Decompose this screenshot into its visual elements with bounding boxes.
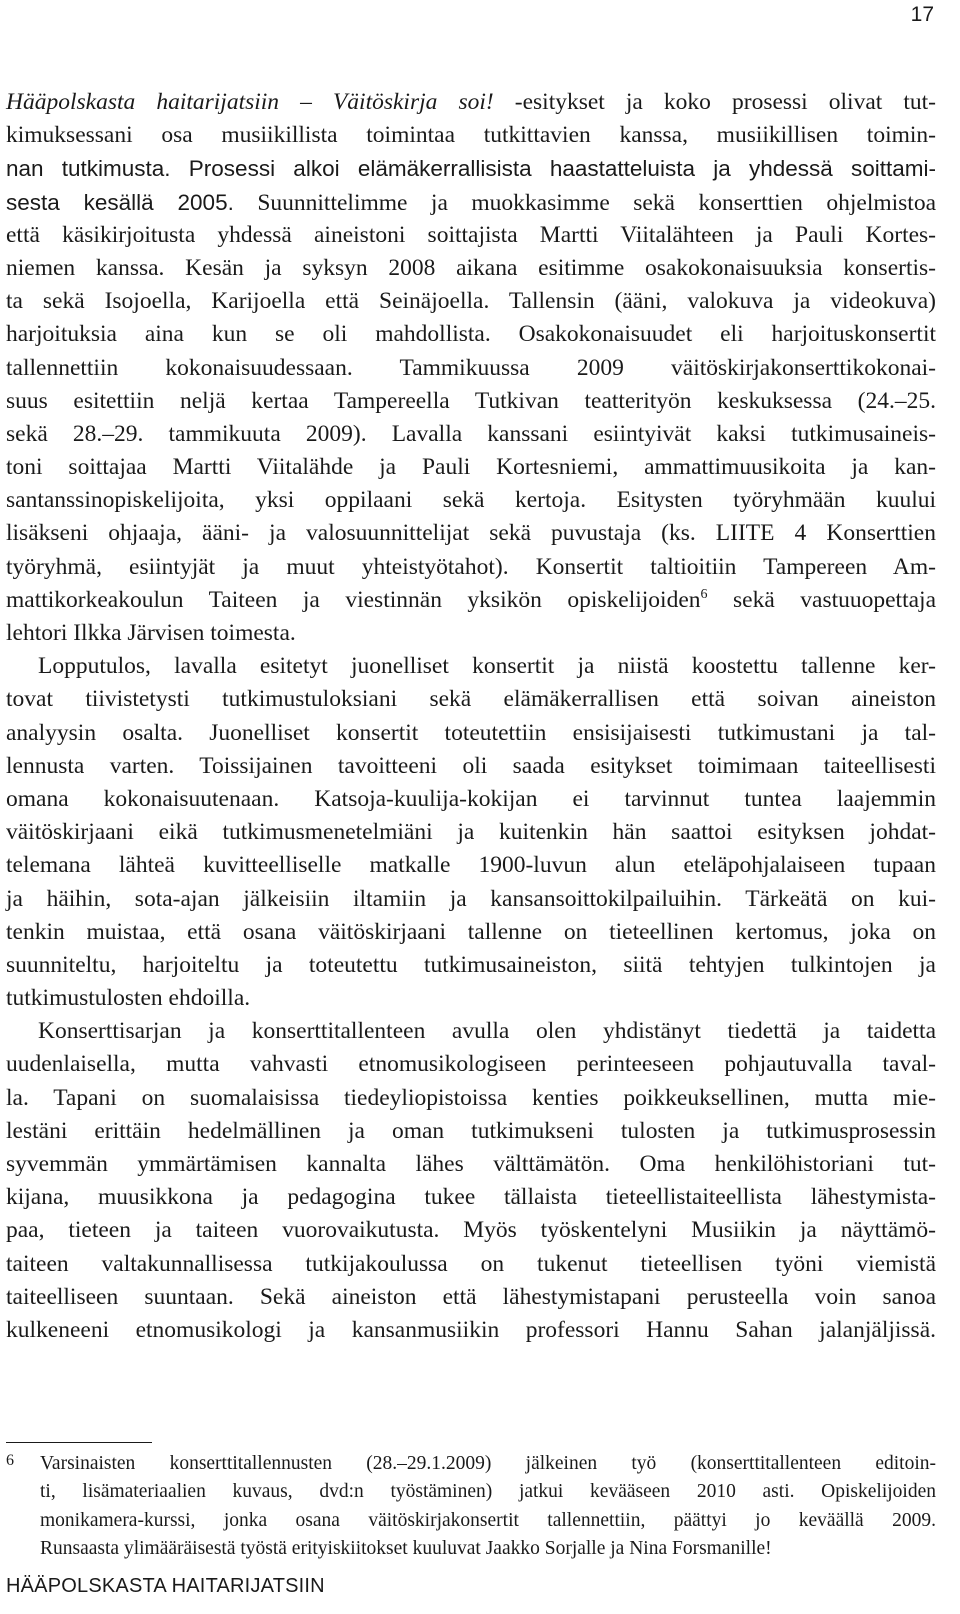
- text-line: ja häihin, sota-ajan jälkeisiin iltamiin ja kansansoittokilpailuihin. Tärkeätä on kui-: [6, 885, 936, 912]
- text-line: telemana lähteä kuvitteelliselle matkalle 1900-luvun alun eteläpohjalaiseen tupaan: [6, 852, 936, 879]
- paragraph-2: [6, 650, 936, 1015]
- text-line: omana kokonaisuutenaan. Katsoja-kuulija-kokijan ei tarvinnut tuntea laajemmin: [6, 785, 936, 812]
- text-line: kulkeneeni etnomusikologi ja kansanmusiikin professori Hannu Sahan jalanjäljissä.: [6, 1316, 936, 1343]
- text-line: lehtori Ilkka Järvisen toimesta.: [6, 620, 296, 646]
- text-line: uudenlaisella, mutta vahvasti etnomusikologiseen perinteeseen pohjautuvalla taval-: [6, 1051, 936, 1078]
- text-line: väitöskirjaani eikä tutkimusmenetelmiäni ja kuitenkin hän saattoi esityksen johdat-: [6, 819, 936, 846]
- text-line: la. Tapani on suomalaisissa tiedeyliopistoissa kenties poikkeuksellinen, mutta mie-: [6, 1084, 936, 1111]
- text-line: santanssinopiskelijoita, yksi oppilaani sekä kertoja. Esitysten työryhmään kuului: [6, 487, 936, 514]
- text-line: harjoituksia aina kun se oli mahdollista. Osakokonaisuudet eli harjoituskonsertit: [6, 321, 936, 348]
- text-line: suus esitettiin neljä kertaa Tampereella Tutkivan teatterityön keskuksessa (24.–25.: [6, 387, 936, 414]
- text-line: ta sekä Isojoella, Karijoella että Seinäjoella. Tallensin (ääni, valokuva ja videokuva): [6, 288, 936, 315]
- text-line: taiteen valtakunnallisessa tutkijakoulussa on tukenut tieteellisen työni viemistä: [6, 1250, 936, 1277]
- footnote-line: monikamera-kurssi, jonka osana väitöskirjakonsertit tallennettiin, päättyi jo keväällä 2009.: [40, 1509, 936, 1531]
- text-line: lennusta varten. Toissijainen tavoitteeni oli saada esitykset toimimaan taiteellisesti: [6, 752, 936, 779]
- text-line: syvemmän ymmärtämisen kannalta lähes välttämätön. Oma henkilöhistoriani tut-: [6, 1151, 936, 1177]
- footnote-line: Varsinaisten konserttitallennusten (28.–29.1.2009) jälkeinen työ (konserttitallenteen editoin-: [40, 1453, 936, 1474]
- text-line: toni soittajaa Martti Viitalähde ja Pauli Kortesniemi, ammattimuusikoita ja kan-: [6, 454, 936, 481]
- text-line: lestäni erittäin hedelmällinen ja oman tutkimukseni tulosten ja tutkimusprosessin: [6, 1117, 936, 1144]
- text-line: niemen kanssa. Kesän ja syksyn 2008 aikana esitimme osakokonaisuuksia konsertis-: [6, 254, 936, 281]
- text-line: mattikorkeakoulun Taiteen ja viestinnän yksikön opiskelijoiden$^6$ sekä vastuuopettaja: [6, 586, 936, 613]
- text-line: kijana, muusikkona ja pedagogina tukee tällaista tieteellistaiteellista lähestymista-: [6, 1184, 936, 1211]
- text-line: tovat tiivistetysti tutkimustuloksiani sekä elämäkerrallisen että soivan aineiston: [6, 686, 936, 713]
- text-line: nan tutkimusta. Prosessi alkoi elämäkerrallisista haastatteluista ja yhdessä soittami-: [6, 156, 936, 182]
- footnote-divider: [6, 1442, 152, 1443]
- text-line: Hääpolskasta haitarijatsiin – Väitöskirja soi! -esitykset ja koko prosessi olivat tut-: [6, 89, 936, 115]
- text-line: lisäkseni ohjaaja, ääni- ja valosuunnittelijat sekä puvustaja (ks. LIITE 4 Konserttien: [6, 520, 936, 547]
- footnote-line: ti, lisämateriaalien kuvaus, dvd:n työstäminen) jatkui kevääseen 2010 asti. Opiskelijoiden: [40, 1481, 936, 1503]
- concert-title: Hääpolskasta haitarijatsiin – Väitöskirja soi!: [6, 89, 494, 115]
- page-number: 17: [910, 3, 934, 26]
- text-line: tutkimustulosten ehdoilla.: [6, 985, 251, 1012]
- footnote-text: [40, 1450, 936, 1563]
- text-line: kimuksessani osa musiikillista toimintaa tutkittavien kanssa, musiikillisen toimin-: [6, 122, 936, 149]
- text-line: suunniteltu, harjoiteltu ja toteutettu tutkimusaineiston, siitä tehtyjen tulkintojen ja: [6, 951, 936, 978]
- text-line: taiteelliseen suuntaan. Sekä aineiston että lähestymistapani perusteella voin sanoa: [6, 1283, 936, 1310]
- text-line: sesta kesällä 2005. Suunnittelimme ja muokkasimme sekä konserttien ohjelmistoa: [6, 189, 937, 216]
- footnote-line: Runsaasta ylimääräisestä työstä erityiskiitokset kuuluvat Jaakko Sorjalle ja Nina Forsmanille!: [40, 1537, 772, 1559]
- footnote: [6, 1450, 936, 1563]
- body-text: [6, 86, 936, 1347]
- text-line: analyysin osalta. Juonelliset konsertit toteutettiin ensisijaisesti tutkimustani ja tal-: [6, 719, 936, 746]
- text-line: tallennettiin kokonaisuudessaan. Tammikuussa 2009 väitöskirjakonserttikokonai-: [6, 354, 936, 381]
- text-line: Lopputulos, lavalla esitetyt juonelliset konsertit ja niistä koostettu tallenne ker-: [38, 653, 936, 680]
- paragraph-3: [6, 1015, 936, 1347]
- text-line: että käsikirjoitusta yhdessä aineistoni soittajista Martti Viitalähteen ja Pauli Kortes-: [6, 221, 936, 248]
- footnote-reference: 6: [700, 586, 708, 602]
- text-line: sekä 28.–29. tammikuuta 2009). Lavalla kanssani esiintyivät kaksi tutkimusaineis-: [6, 420, 936, 447]
- text-line: paa, tieteen ja taiteen vuorovaikutusta. Myös työskentelyni Musiikin ja näyttämö-: [6, 1217, 936, 1244]
- paragraph-1: [6, 86, 936, 650]
- text-line: tenkin muistaa, että osana väitöskirjaani tallenne on tieteellinen kertomus, joka on: [6, 918, 936, 945]
- text-line: työryhmä, esiintyjät ja muut yhteistyötahot). Konsertit taltioitiin Tampereen Am-: [6, 553, 936, 580]
- text-line: Konserttisarjan ja konserttitallenteen avulla olen yhdistänyt tiedettä ja taidetta: [38, 1018, 936, 1045]
- footnote-number: 6: [6, 1452, 14, 1469]
- running-footer: HÄÄPOLSKASTA HAITARIJATSIIN: [6, 1575, 325, 1597]
